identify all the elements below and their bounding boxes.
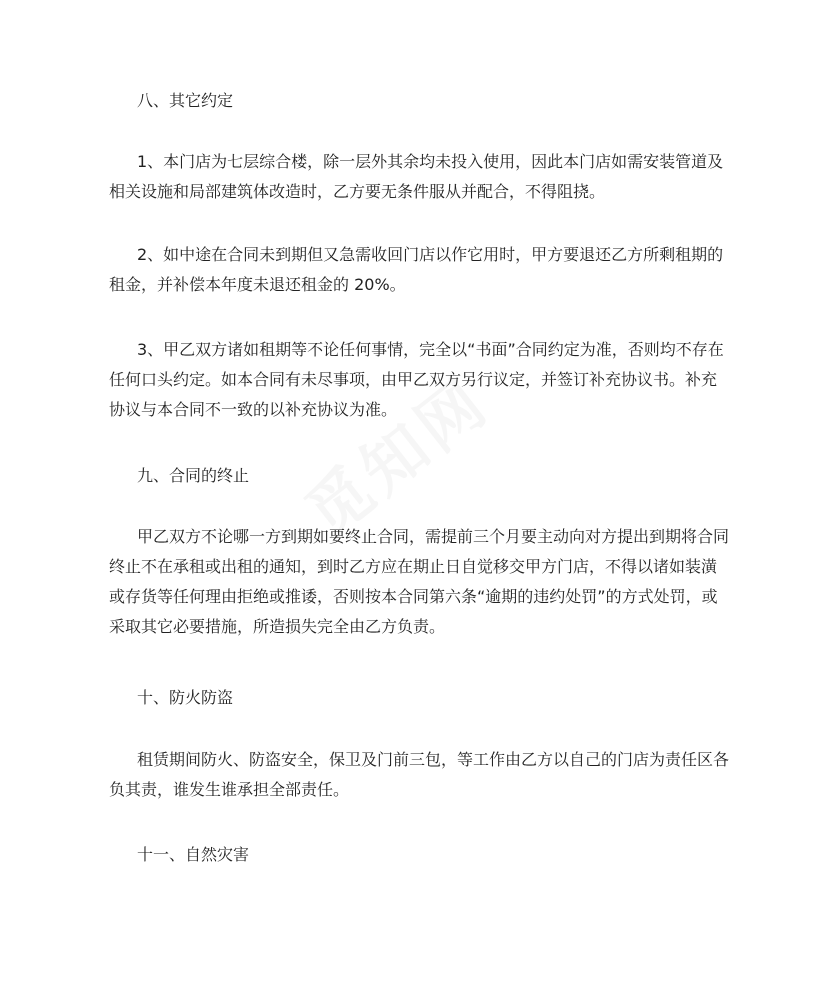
paragraph-8-3: 3、甲乙双方诸如租期等不论任何事情，完全以“书面”合同约定为准，否则均不存在任何口头约定。如本合同有未尽事项，由甲乙双方另行议定，并签订补充协议书。补充协议与本合同不一致的以补充协议为准。 bbox=[109, 340, 724, 419]
paragraph-8-1: 1、本门店为七层综合楼，除一层外其余均未投入使用，因此本门店如需安装管道及相关设施和局部建筑体改造时，乙方要无条件服从并配合，不得阻挠。 bbox=[109, 152, 724, 201]
paragraph-9: 甲乙双方不论哪一方到期如要终止合同，需提前三个月要主动向对方提出到期将合同终止不在承租或出租的通知，到时乙方应在期止日自觉移交甲方门店，不得以诸如装潢或存货等任何理由拒绝或推诿，否则按本合同第六条“逾期的违约处罚”的方式处罚，或采取其它必要措施，所造损失完全由乙方负责。 bbox=[109, 527, 730, 636]
paragraph-10: 租赁期间防火、防盗安全，保卫及门前三包，等工作由乙方以自己的门店为责任区各负其责，谁发生谁承担全部责任。 bbox=[109, 750, 730, 799]
section-heading-9: 九、合同的终止 bbox=[137, 466, 250, 485]
paragraph-8-2: 2、如中途在合同未到期但又急需收回门店以作它用时，甲方要退还乙方所剩租期的租金，并补偿本年度未退还租金的 20%。 bbox=[109, 245, 724, 294]
section-heading-10: 十、防火防盗 bbox=[137, 688, 234, 707]
section-heading-11: 十一、自然灾害 bbox=[137, 845, 250, 864]
section-heading-8: 八、其它约定 bbox=[137, 91, 234, 110]
